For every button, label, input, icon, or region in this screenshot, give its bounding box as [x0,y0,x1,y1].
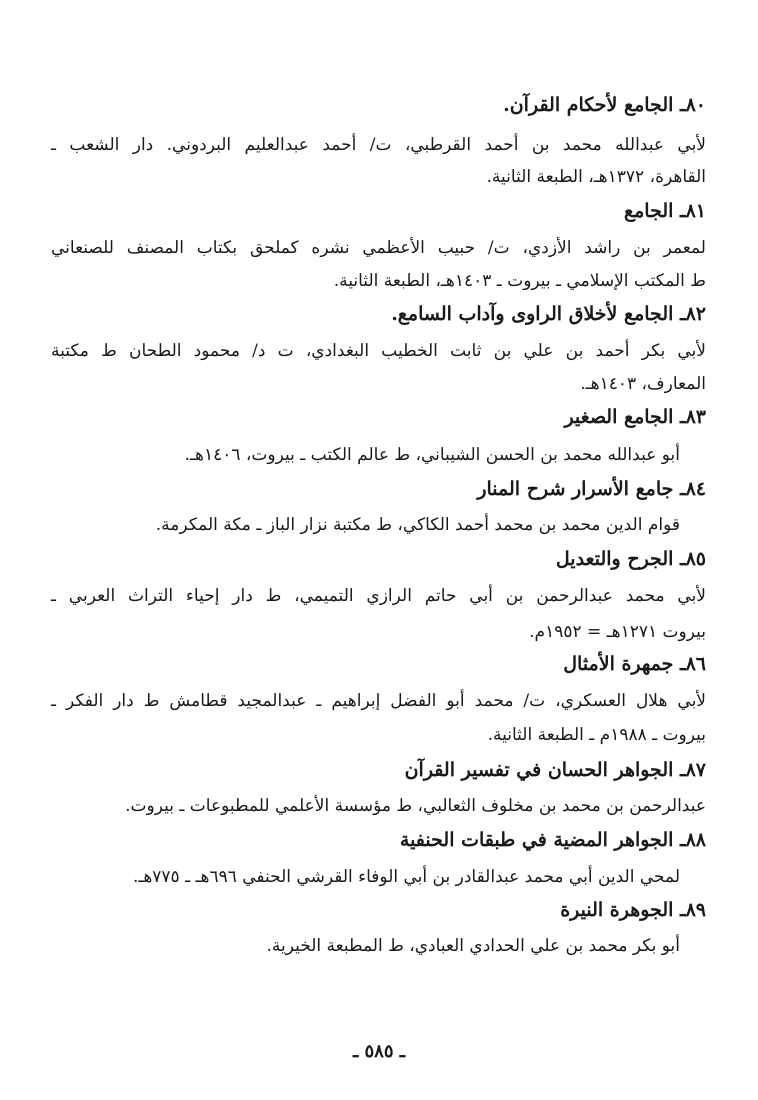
entry-88-title: ٨٨ـ الجواهر المضية في طبقات الحنفية [399,829,706,851]
entry-80-line-2: القاهرة، ١٣٧٢هـ، الطبعة الثانية. [486,167,706,187]
entry-82-line-1: لأبي بكر أحمد بن علي بن ثابت الخطيب البغدادي، ت د/ محمود الطحان ط مكتبة [51,341,706,361]
entry-86-line-2: بيروت ـ ١٩٨٨م ـ الطبعة الثانية. [487,725,706,745]
entry-81-title: ٨١ـ الجامع [623,200,706,222]
entry-87-title: ٨٧ـ الجواهر الحسان في تفسير القرآن [404,759,706,781]
page-number: ـ ٥٨٥ ـ [352,1041,406,1062]
entry-82-line-2: المعارف، ١٤٠٣هـ. [580,374,706,394]
entry-89-title: ٨٩ـ الجوهرة النيرة [560,899,706,921]
entry-88-line-1: لمحي الدين أبي محمد عبدالقادر بن أبي الوفاء القرشي الحنفي ٦٩٦هـ ـ ٧٧٥هـ. [132,867,680,887]
entry-82-title: ٨٢ـ الجامع لأخلاق الراوى وآداب السامع. [391,303,706,325]
entry-80-title: ٨٠ـ الجامع لأحكام القرآن. [503,94,706,116]
entry-86-line-1: لأبي هلال العسكري، ت/ محمد أبو الفضل إبراهيم ـ عبدالمجيد قطامش ط دار الفكر ـ [51,691,706,711]
entry-84-title: ٨٤ـ جامع الأسرار شرح المنار [477,478,706,500]
entry-85-line-1: لأبي محمد عبدالرحمن بن أبي حاتم الرازي التميمي، ط دار إحياء التراث العربي ـ [51,586,706,606]
entry-85-title: ٨٥ـ الجرح والتعديل [555,548,706,570]
entry-81-line-1: لمعمر بن راشد الأزدي، ت/ حبيب الأعظمي نشره كملحق بكتاب المصنف للصنعاني [51,238,706,258]
entry-84-line-1: قوام الدين محمد بن محمد أحمد الكاكي، ط مكتبة نزار الباز ـ مكة المكرمة. [155,515,680,535]
entry-80-line-1: لأبي عبدالله محمد بن أحمد القرطبي، ت/ أحمد عبدالعليم البردوني. دار الشعب ـ [51,135,706,155]
entry-87-line-1: عبدالرحمن بن محمد بن مخلوف الثعالبي، ط مؤسسة الأعلمي للمطبوعات ـ بيروت. [125,796,706,816]
entry-81-line-2: ط المكتب الإسلامي ـ بيروت ـ ١٤٠٣هـ، الطبعة الثانية. [333,271,706,291]
entry-85-line-2: بيروت ١٢٧١هـ = ١٩٥٢م. [529,622,706,642]
entry-86-title: ٨٦ـ جمهرة الأمثال [563,653,706,675]
entry-89-line-1: أبو بكر محمد بن علي الحدادي العبادي، ط المطبعة الخيرية. [266,936,680,956]
entry-83-title: ٨٣ـ الجامع الصغير [564,406,706,428]
entry-83-line-1: أبو عبدالله محمد بن الحسن الشيباني، ط عالم الكتب ـ بيروت، ١٤٠٦هـ. [184,445,680,465]
